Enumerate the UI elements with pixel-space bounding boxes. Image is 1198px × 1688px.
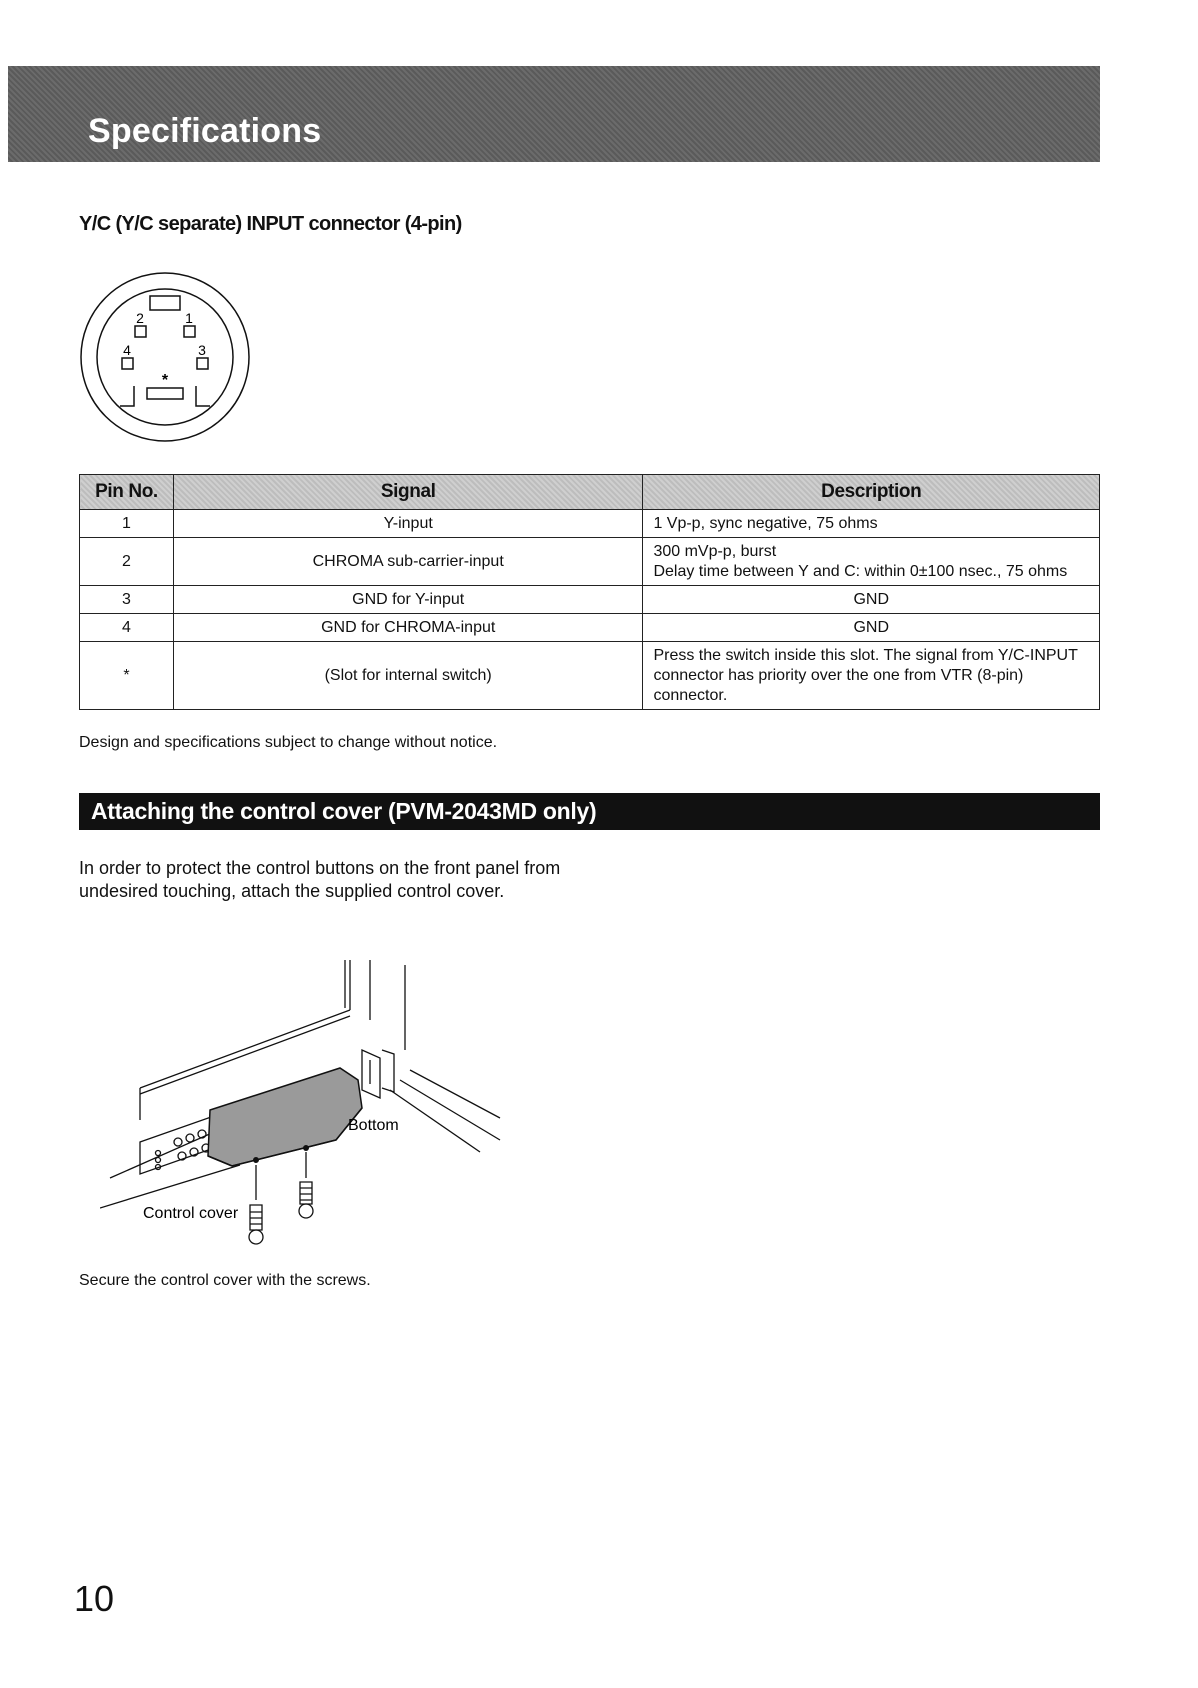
illustration-caption: Secure the control cover with the screws. (79, 1272, 371, 1289)
cell-signal: GND for Y-input (173, 586, 643, 614)
connector-key-notch (150, 296, 180, 310)
section-bar (79, 793, 1100, 830)
cell-pin: 4 (80, 614, 174, 642)
pin-label-2: 2 (136, 310, 144, 326)
connector-pin-diagram (78, 270, 252, 444)
cell-description (643, 510, 1100, 538)
cell-description (643, 538, 1100, 586)
table-row (80, 586, 1100, 614)
page-title: Specifications (88, 112, 322, 150)
pin-label-4: 4 (123, 342, 131, 358)
table-header-row (80, 475, 1100, 510)
cell-signal: Y-input (173, 510, 643, 538)
screw-icon (249, 1152, 313, 1244)
cell-pin: 3 (80, 586, 174, 614)
cell-pin: 1 (80, 510, 174, 538)
title-band (8, 66, 1100, 162)
bottom-label: Bottom (348, 1117, 399, 1134)
pin-2-socket (135, 326, 146, 337)
cover-section-heading: Attaching the control cover (PVM-2043MD only) (91, 798, 597, 824)
page-number: 10 (74, 1578, 115, 1619)
cell-signal: (Slot for internal switch) (173, 642, 643, 710)
description-line: 1 Vp-p, sync negative, 75 ohms (653, 514, 878, 532)
cell-signal: CHROMA sub-carrier-input (173, 538, 643, 586)
pin-label-1: 1 (185, 310, 193, 326)
cell-pin: 2 (80, 538, 174, 586)
control-cover-label: Control cover (143, 1205, 239, 1222)
cell-signal: GND for CHROMA-input (173, 614, 643, 642)
paragraph-line: In order to protect the control buttons on the front panel from (79, 858, 561, 878)
description-line: GND (853, 618, 889, 636)
description-line: GND (853, 590, 889, 608)
side-bracket (362, 1050, 394, 1098)
spec-change-note: Design and specifications subject to change without notice. (79, 734, 498, 751)
description-line: 300 mVp-p, burst (653, 542, 777, 560)
pin-label-3: 3 (198, 342, 206, 358)
connector-heading: Y/C (Y/C separate) INPUT connector (4-pin) (79, 213, 462, 235)
pin-spec-table (79, 474, 1100, 710)
switch-slot (147, 388, 183, 399)
cell-description (643, 586, 1100, 614)
table-row (80, 538, 1100, 586)
control-cover-illustration (100, 960, 520, 1250)
cell-description (643, 614, 1100, 642)
pin-label-slot: * (161, 372, 169, 389)
description-line: connector. (653, 686, 728, 704)
header-description: Description (643, 475, 1100, 510)
pin-1-socket (184, 326, 195, 337)
description-line: connector has priority over the one from VTR (8-pin) (653, 666, 1024, 684)
pin-4-socket (122, 358, 133, 369)
header-pin-no: Pin No. (80, 475, 174, 510)
control-cover-plate (208, 1068, 362, 1166)
table-row (80, 510, 1100, 538)
cell-description (643, 642, 1100, 710)
pin-3-socket (197, 358, 208, 369)
header-signal: Signal (173, 475, 643, 510)
table-row (80, 614, 1100, 642)
description-line: Delay time between Y and C: within 0±100 nsec., 75 ohms (653, 562, 1068, 580)
table-row (80, 642, 1100, 710)
cover-paragraph (79, 857, 639, 903)
cell-pin: * (80, 642, 174, 710)
paragraph-line: undesired touching, attach the supplied control cover. (79, 881, 505, 901)
description-line: Press the switch inside this slot. The signal from Y/C-INPUT (653, 646, 1078, 664)
